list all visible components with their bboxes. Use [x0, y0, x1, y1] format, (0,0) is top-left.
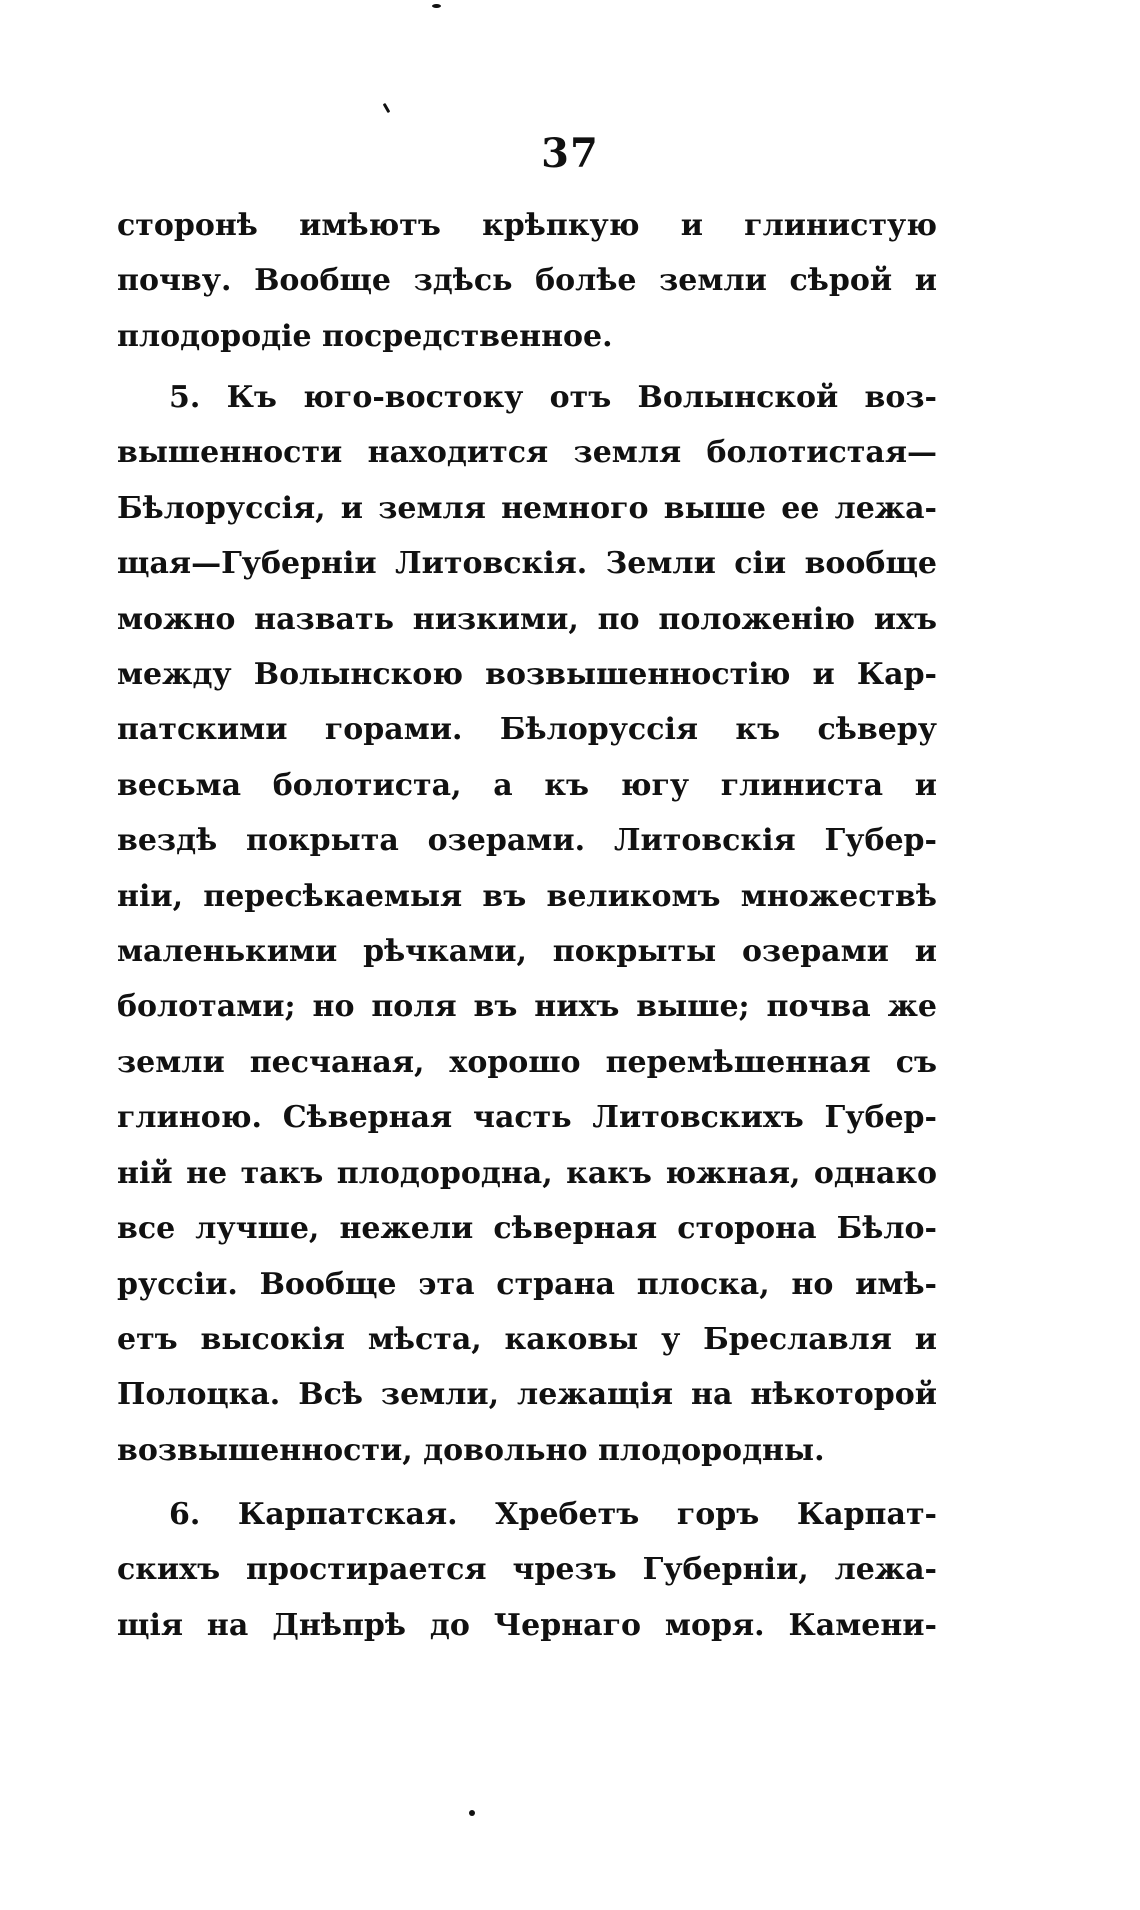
text-line: плодородіе посредственное. [117, 318, 613, 354]
text-line: 6. Карпатская. Хребетъ горъ Карпат- [169, 1497, 937, 1532]
scan-speck [469, 1810, 475, 1816]
text-line: ніи, пересѣкаемыя въ великомъ множествѣ [117, 878, 937, 914]
text-line: болотами; но поля въ нихъ выше; почва же [117, 989, 937, 1025]
text-line: вышенности находится земля болотистая— [117, 435, 937, 471]
text-line: патскими горами. Бѣлоруссія къ сѣверу [117, 712, 937, 748]
text-line: Полоцка. Всѣ земли, лежащія на нѣкоторой [117, 1377, 937, 1413]
text-line: почву. Вообще здѣсь болѣе земли сѣрой и [117, 263, 937, 299]
text-line: возвышенности, довольно плодородны. [117, 1432, 825, 1468]
text-line: маленькими рѣчками, покрыты озерами и [117, 934, 937, 970]
text-line: стоpонѣ имѣютъ крѣпкую и глинистую [117, 208, 937, 243]
text-line: между Волынскою возвышенностію и Кар- [117, 657, 937, 693]
text-line: щія на Днѣпрѣ до Чернаго моря. Камени- [117, 1607, 937, 1643]
paragraph-section-5 [117, 370, 937, 1478]
text-line: земли песчаная, хорошо перемѣшенная съ [117, 1044, 937, 1080]
text-line: можно назвать низкими, по положенію ихъ [117, 601, 937, 637]
text-line: ній не такъ плодородна, какъ южная, однако [117, 1155, 937, 1191]
text-line: вездѣ покрыта озерами. Литовскія Губер- [117, 823, 937, 859]
text-line: весьма болотиста, а къ югу глиниста и [117, 767, 937, 803]
scan-speck [383, 103, 391, 113]
text-line: щая—Губерніи Литовскія. Земли сіи вообще [117, 546, 937, 582]
page-number: 37 [541, 130, 599, 177]
text-line: етъ высокія мѣста, каковы у Бреславля и [117, 1321, 937, 1357]
text-line: скихъ простирается чрезъ Губерніи, лежа- [117, 1552, 937, 1588]
paragraph-continuation [117, 198, 937, 364]
scan-speck [432, 4, 441, 8]
text-line: Бѣлоруссія, и земля немного выше ее лежа- [117, 490, 937, 526]
text-line: 5. Къ юго-востоку отъ Волынской воз- [169, 380, 937, 415]
paragraph-section-6 [117, 1487, 937, 1653]
text-line: глиною. Сѣверная часть Литовскихъ Губер- [117, 1100, 937, 1136]
text-line: руссіи. Вообще эта страна плоска, но имѣ- [117, 1266, 937, 1302]
text-line: все лучше, нежели сѣверная сторона Бѣло- [117, 1211, 937, 1247]
